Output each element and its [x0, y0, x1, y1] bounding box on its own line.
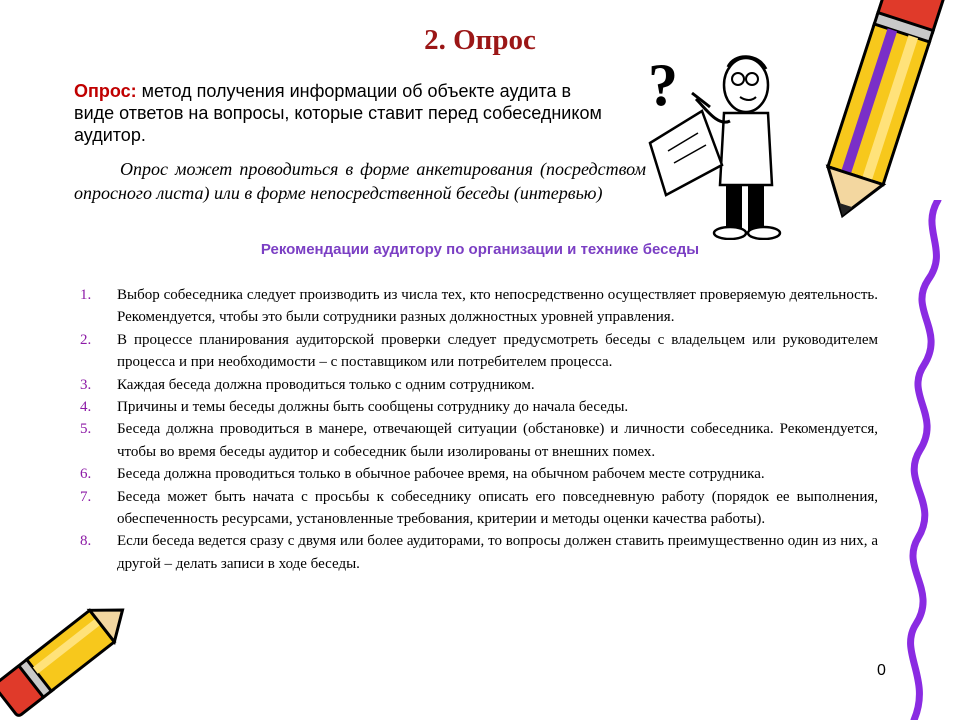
item-number: 8. [80, 533, 92, 550]
item-number: 5. [80, 421, 92, 438]
question-mark-icon: ? [648, 52, 678, 118]
slide-title: 2. Опрос [424, 24, 536, 56]
list-item [80, 284, 878, 329]
list-item [80, 418, 878, 463]
item-number: 1. [80, 287, 92, 303]
item-text: Беседа должна проводиться в манере, отвечающей ситуации (обстановке) и личности собеседника. Рекомендуется, чтобы во время беседы аудитор и собеседник были изолированы от внешних помех. [117, 421, 878, 460]
definition-text: метод получения информации об объекте аудита в виде ответов на вопросы, которые ставит перед собеседником аудитор. [74, 81, 602, 145]
list-item [80, 374, 878, 396]
item-text: Если беседа ведется сразу с двумя или более аудиторами, то вопросы должен ставить преимущественно один из них, а другой – делать записи в ходе беседы. [117, 533, 878, 572]
item-text: Беседа должна проводиться только в обычное рабочее время, на обычном рабочем месте сотрудника. [117, 466, 765, 483]
list-item [80, 486, 878, 531]
item-text: Беседа может быть начата с просьбы к собеседнику описать его повседневную работу (порядок ее выполнения, обеспеченность ресурсами, установленные требования, критерии и методы оценки качества работы). [117, 488, 878, 528]
page-number: 0 [877, 662, 886, 679]
item-number: 7. [80, 488, 92, 505]
item-text: В процессе планирования аудиторской проверки следует предусмотреть беседы с владельцем или руководителем процесса и при необходимости – с поставщиком или потребителем процесса. [117, 331, 878, 371]
recommendations-heading: Рекомендации аудитору по организации и технике беседы [260, 241, 700, 258]
definition [74, 80, 604, 146]
item-number: 2. [80, 331, 92, 348]
list-item [80, 463, 878, 485]
item-text: Каждая беседа должна проводиться только с одним сотрудником. [117, 376, 535, 393]
list-item [80, 530, 878, 575]
item-text: Причины и темы беседы должны быть сообщены сотруднику до начала беседы. [117, 399, 629, 416]
item-number: 3. [80, 376, 92, 393]
list-item [80, 396, 878, 418]
person-writing-icon [640, 45, 790, 240]
survey-forms-note: Опрос может проводиться в форме анкетирования (посредством опросного листа) или в форме непосредственной беседы (интервью) [74, 159, 646, 203]
item-text: Выбор собеседника следует производить из числа тех, кто непосредственно осуществляет проверяемую деятельность. Рекомендуется, чтобы это были сотрудники разных должностных уровней управления. [117, 287, 878, 326]
list-item [80, 329, 878, 374]
item-number: 4. [80, 399, 92, 416]
pencil-icon [0, 590, 130, 720]
item-number: 6. [80, 466, 92, 483]
definition-term: Опрос: [74, 81, 137, 101]
recommendations-list [80, 284, 878, 575]
squiggle-line-icon [880, 200, 960, 720]
